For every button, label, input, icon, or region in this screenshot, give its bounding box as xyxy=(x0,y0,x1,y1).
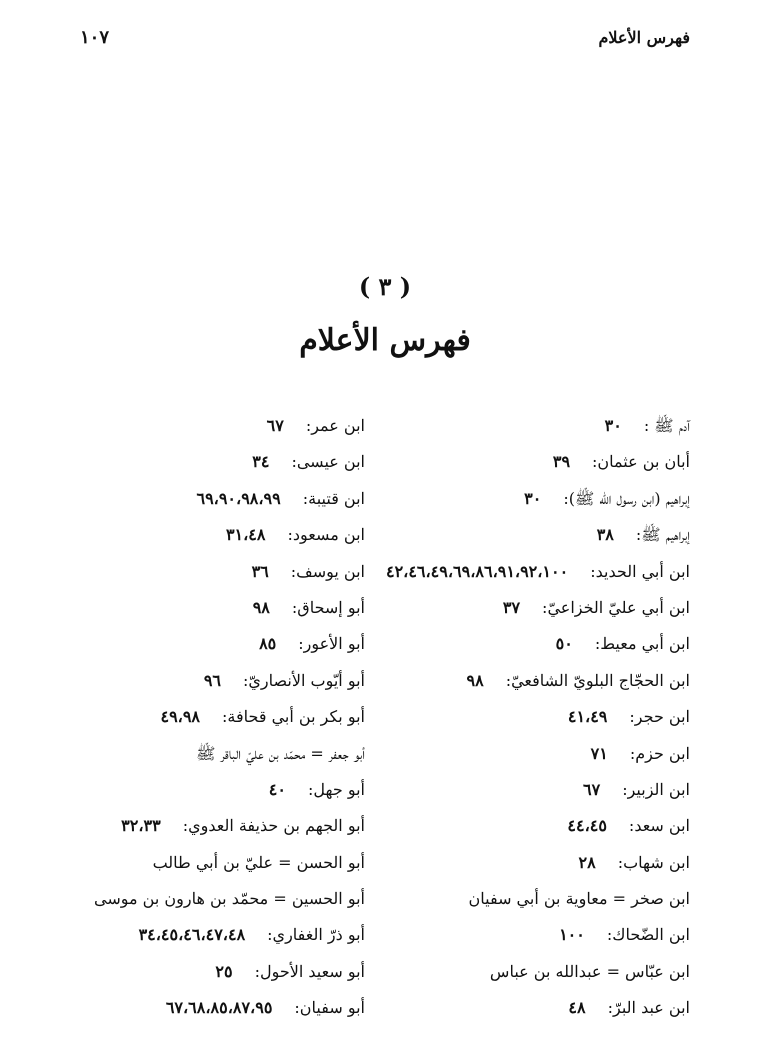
index-entry-pages: ٤٨ xyxy=(568,998,586,1018)
index-entry-name: ابن أبي عليّ الخزاعيّ: xyxy=(542,597,690,617)
index-entry xyxy=(65,881,365,917)
index-entry-name: ابن سعد: xyxy=(628,816,690,836)
index-entry xyxy=(65,408,365,444)
index-entry-name: ابن عبد البرّ: xyxy=(607,998,690,1018)
index-entry xyxy=(390,481,690,517)
index-entry-name: إبراهيم (ابن رسول الله ﷺ): xyxy=(563,488,690,508)
index-entry-name: أبو بكر بن أبي قحافة: xyxy=(222,707,365,727)
index-entry-pages: ٣٧ xyxy=(502,597,521,617)
index-entry-name: أبو سفيان: xyxy=(294,998,365,1018)
index-entry-pages: ٩٨ xyxy=(252,597,270,617)
index-entry xyxy=(390,917,690,953)
index-entry-name: أبو الحسن = عليّ بن أبي طالب xyxy=(152,852,365,872)
index-entry-name: ابن الزبير: xyxy=(622,779,690,799)
index-entry xyxy=(390,990,690,1026)
index-entry-pages: ٥٠ xyxy=(555,634,573,654)
running-head xyxy=(80,22,690,52)
index-entry-pages: ٩٦ xyxy=(203,670,222,690)
index-entry xyxy=(65,626,365,662)
index-entry-name: أبان بن عثمان: xyxy=(592,452,690,472)
index-entry-name: أبو أيّوب الأنصاريّ: xyxy=(243,670,365,690)
index-entry-name: ابن عبّاس = عبدالله بن عباس xyxy=(489,961,690,981)
index-entry xyxy=(390,772,690,808)
index-entry-pages: ٣٤ xyxy=(252,452,270,472)
index-entry-pages: ٦٧،٦٨،٨٥،٨٧،٩٥ xyxy=(165,998,273,1018)
index-entry xyxy=(390,699,690,735)
index-entry-name: ابن الحجّاج البلويّ الشافعيّ: xyxy=(505,670,690,690)
index-column-left xyxy=(65,408,365,1027)
index-entry-pages: ٤٤،٤٥ xyxy=(567,816,607,836)
index-entry-name: ابن قتيبة: xyxy=(302,488,365,508)
running-title: فهرس الأعلام xyxy=(598,27,690,47)
index-entry xyxy=(65,772,365,808)
index-entry xyxy=(390,808,690,844)
index-entry xyxy=(65,554,365,590)
index-entry-pages: ٧١ xyxy=(590,743,608,763)
index-entry-name: ابن أبي الحديد: xyxy=(590,561,690,581)
index-entry xyxy=(65,990,365,1026)
index-entry xyxy=(65,517,365,553)
index-entry xyxy=(390,881,690,917)
index-entry-name: أبو إسحاق: xyxy=(291,597,365,617)
index-entry-pages: ١٠٠ xyxy=(559,925,585,945)
index-entry xyxy=(65,481,365,517)
index-entry-name: أبو الحسين = محمّد بن هارون بن موسى xyxy=(93,889,365,909)
index-entry-name: إبراهيم ﷺ: xyxy=(635,525,690,545)
index-entry-pages: ٤٢،٤٦،٤٩،٦٩،٨٦،٩١،٩٢،١٠٠ xyxy=(385,561,569,581)
index-entry-pages: ٨٥ xyxy=(259,634,277,654)
index-entry-name: أبو ذرّ الغفاري: xyxy=(267,925,365,945)
index-entry-pages: ٩٨ xyxy=(466,670,484,690)
running-head-title-group xyxy=(590,28,690,47)
index-entry-pages: ٣٠ xyxy=(524,488,542,508)
index-entry xyxy=(390,590,690,626)
index-entry-pages: ٤١،٤٩ xyxy=(567,707,608,727)
index-entry-pages: ٣٠ xyxy=(604,416,622,435)
index-entry-pages: ٢٨ xyxy=(578,852,596,872)
index-entry-name: ابن أبي معيط: xyxy=(594,634,690,654)
index-entry xyxy=(65,663,365,699)
index-entry xyxy=(65,917,365,953)
index-entry-pages: ٣٩ xyxy=(552,452,571,472)
index-entry-pages: ٣٢،٣٣ xyxy=(121,816,161,836)
index-entry xyxy=(385,554,690,590)
index-entry-name: أبو جهل: xyxy=(307,779,365,799)
index-entry xyxy=(65,845,365,881)
page-number: ١٠٧ xyxy=(80,26,110,48)
index-entry xyxy=(65,736,365,772)
index-entry xyxy=(65,954,365,990)
index-entry xyxy=(390,408,690,444)
index-entry xyxy=(390,845,690,881)
index-entry-name: أبو سعيد الأحول: xyxy=(254,961,365,981)
index-entry-pages: ٢٥ xyxy=(215,961,233,981)
index-entry-pages: ٣٤،٤٥،٤٦،٤٧،٤٨ xyxy=(138,925,246,945)
index-entry-name: أبو الجهم بن حذيفة العدوي: xyxy=(182,816,365,836)
index-entry-name: ابن حزم: xyxy=(629,743,690,763)
index-entry-pages: ٦٧ xyxy=(583,779,601,799)
index-entry-name: ابن مسعود: xyxy=(287,525,365,545)
index-entry-pages: ٣١،٤٨ xyxy=(225,525,266,545)
index-entry-name: ابن عمر: xyxy=(305,416,365,435)
index-entry-name: أبو جعفر = محمّد بن عليّ الباقر ﷺ xyxy=(196,743,365,763)
index-entry-name: ابن شهاب: xyxy=(617,852,690,872)
index-entry-name: ابن الضّحاك: xyxy=(606,925,690,945)
index-entry-pages: ٤٩،٩٨ xyxy=(160,707,201,727)
index-column-right xyxy=(385,408,690,1027)
section-number: ( ٣ ) xyxy=(358,272,412,301)
index-entry-name: آدم ﷺ : xyxy=(643,416,690,435)
index-entry-pages: ٣٨ xyxy=(596,525,614,545)
index-entry-name: ابن صخر = معاوية بن أبي سفيان xyxy=(468,889,690,909)
index-entry xyxy=(390,736,690,772)
index-entry xyxy=(390,663,690,699)
index-entry-name: أبو الأعور: xyxy=(298,634,365,654)
index-entry xyxy=(65,699,365,735)
index-title: فهرس الأعلام xyxy=(299,323,471,358)
index-entry-pages: ٦٧ xyxy=(266,416,284,435)
index-entry-name: ابن حجر: xyxy=(629,707,690,727)
index-entry xyxy=(390,954,690,990)
index-entry-name: ابن يوسف: xyxy=(290,561,365,581)
index-entry-pages: ٤٠ xyxy=(268,779,286,799)
index-entry xyxy=(390,444,690,480)
index-entry-pages: ٦٩،٩٠،٩٨،٩٩ xyxy=(196,488,281,508)
index-entry xyxy=(65,590,365,626)
index-entry-name: ابن عيسى: xyxy=(291,452,365,472)
index-entry-pages: ٣٦ xyxy=(251,561,269,581)
index-entry xyxy=(65,444,365,480)
index-entry xyxy=(390,517,690,553)
index-entry xyxy=(390,626,690,662)
index-entry xyxy=(65,808,365,844)
